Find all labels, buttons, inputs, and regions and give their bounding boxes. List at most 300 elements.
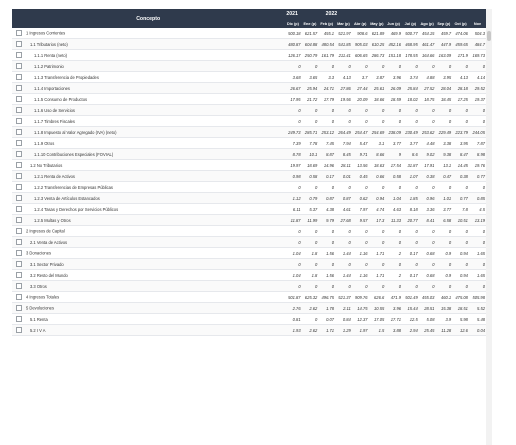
value-cell: 4.48 xyxy=(419,138,436,149)
value-cell: 0 xyxy=(335,237,352,248)
concept-cell xyxy=(12,50,284,61)
value-cell: 0 xyxy=(402,226,419,237)
value-cell: 4.13 xyxy=(335,72,352,83)
row-checkbox[interactable] xyxy=(16,316,22,322)
value-cell: 459.7 xyxy=(435,28,452,39)
value-cell: 0 xyxy=(352,259,369,270)
value-cell: 0 xyxy=(435,281,452,292)
value-cell: 211.41 xyxy=(335,50,352,61)
value-cell: 0 xyxy=(369,281,386,292)
value-cell: 25.84 xyxy=(402,83,419,94)
value-cell: 0 xyxy=(419,105,436,116)
table-row[interactable] xyxy=(12,248,486,259)
value-cell: 19.97 xyxy=(284,160,301,171)
year-2022-header[interactable]: 2022 xyxy=(302,9,486,19)
value-cell: 27.86 xyxy=(335,83,352,94)
value-cell: 27.52 xyxy=(419,83,436,94)
value-cell: 25.45 xyxy=(419,325,436,336)
row-checkbox[interactable] xyxy=(16,140,22,146)
value-cell: 3.95 xyxy=(435,72,452,83)
table-row[interactable] xyxy=(12,270,486,281)
value-cell: 1.97 xyxy=(352,325,369,336)
value-cell: 6.11 xyxy=(284,204,301,215)
month-column-header[interactable]: Mar (p) xyxy=(335,19,352,28)
month-column-header[interactable]: Abr (p) xyxy=(352,19,369,28)
value-cell: 31.87 xyxy=(402,160,419,171)
value-cell: 0 xyxy=(402,237,419,248)
value-cell: 0.68 xyxy=(419,270,436,281)
value-cell: 0 xyxy=(452,182,469,193)
table-row[interactable] xyxy=(12,149,486,160)
table-header xyxy=(12,9,486,28)
value-cell: 20.77 xyxy=(402,215,419,226)
value-cell: 0 xyxy=(402,61,419,72)
value-cell: 0 xyxy=(452,237,469,248)
value-cell: 541.85 xyxy=(335,39,352,50)
value-cell: 0 xyxy=(469,281,486,292)
value-cell: 1.07 xyxy=(402,171,419,182)
table-row[interactable] xyxy=(12,116,486,127)
value-cell: 6.58 xyxy=(435,215,452,226)
table-row[interactable] xyxy=(12,325,486,336)
row-checkbox[interactable] xyxy=(16,52,22,58)
concept-cell xyxy=(12,281,284,292)
value-cell: 0 xyxy=(435,226,452,237)
value-cell: 0.79 xyxy=(302,193,319,204)
value-cell: 0 xyxy=(335,61,352,72)
value-cell: 0 xyxy=(352,281,369,292)
concept-cell xyxy=(12,292,284,303)
month-column-header[interactable]: Ago (p) xyxy=(419,19,436,28)
table-row[interactable] xyxy=(12,303,486,314)
table-row[interactable] xyxy=(12,171,486,182)
value-cell: 496.75 xyxy=(318,292,335,303)
value-cell: 0 xyxy=(302,226,319,237)
value-cell: 501.49 xyxy=(402,292,419,303)
value-cell: 27.68 xyxy=(335,215,352,226)
table-row[interactable] xyxy=(12,39,486,50)
value-cell: 4.61 xyxy=(335,204,352,215)
value-cell: 13.56 xyxy=(352,160,369,171)
value-cell: 3.96 xyxy=(385,72,402,83)
row-checkbox[interactable] xyxy=(16,250,22,256)
value-cell: 471.9 xyxy=(385,292,402,303)
table-row[interactable] xyxy=(12,94,486,105)
value-cell: 0 xyxy=(369,237,386,248)
row-checkbox[interactable] xyxy=(16,217,22,223)
concept-label: 1.2.1 Renta de Activos xyxy=(34,173,75,179)
value-cell: 244.05 xyxy=(469,127,486,138)
value-cell: 8.6 xyxy=(402,149,419,160)
value-cell: 8.18 xyxy=(402,204,419,215)
value-cell: 8.66 xyxy=(369,149,386,160)
value-cell: 455.1 xyxy=(318,28,335,39)
value-cell: 0 xyxy=(284,182,301,193)
value-cell: 7.8 xyxy=(452,204,469,215)
row-checkbox[interactable] xyxy=(16,272,22,278)
concept-column-header[interactable]: Concepto xyxy=(12,9,284,28)
value-cell: 505.98 xyxy=(469,292,486,303)
value-cell: 0 xyxy=(352,237,369,248)
value-cell: 164.66 xyxy=(419,50,436,61)
value-cell: 11.99 xyxy=(302,215,319,226)
value-cell: 0 xyxy=(318,105,335,116)
table-row[interactable] xyxy=(12,72,486,83)
row-checkbox[interactable] xyxy=(16,63,22,69)
value-cell: 0 xyxy=(419,116,436,127)
row-checkbox[interactable] xyxy=(16,184,22,190)
value-cell: 0 xyxy=(318,237,335,248)
month-column-header[interactable]: Sep (p) xyxy=(435,19,452,28)
value-cell: 0 xyxy=(284,116,301,127)
concept-cell xyxy=(12,314,284,325)
value-cell: 5.37 xyxy=(302,204,319,215)
value-cell: 0 xyxy=(352,116,369,127)
value-cell: 3.9 xyxy=(435,314,452,325)
value-cell: 14.45 xyxy=(452,160,469,171)
value-cell: 4.74 xyxy=(369,204,386,215)
value-cell: 0 xyxy=(302,259,319,270)
value-cell: 0.66 xyxy=(369,171,386,182)
value-cell: 0 xyxy=(419,281,436,292)
concept-cell xyxy=(12,72,284,83)
value-cell: 171.9 xyxy=(452,50,469,61)
row-checkbox[interactable] xyxy=(16,30,22,36)
concept-cell xyxy=(12,28,284,39)
value-cell: 455.03 xyxy=(419,292,436,303)
concept-label: 5.2 I V A xyxy=(30,327,46,333)
value-cell: 0 xyxy=(284,226,301,237)
value-cell: 0 xyxy=(435,259,452,270)
value-cell: 9.38 xyxy=(435,149,452,160)
value-cell: 0 xyxy=(469,226,486,237)
concept-label: 5.1 Renta xyxy=(30,316,48,322)
value-cell: 0 xyxy=(402,182,419,193)
value-cell: 10.51 xyxy=(452,215,469,226)
month-column-header[interactable]: Oct (p) xyxy=(452,19,469,28)
row-checkbox[interactable] xyxy=(16,294,22,300)
value-cell: 521.37 xyxy=(335,292,352,303)
value-cell: 11.33 xyxy=(385,215,402,226)
value-cell: 254.47 xyxy=(352,127,369,138)
value-cell: 0 xyxy=(302,237,319,248)
concept-label: 1.2.3 Venta de Artículos Estancados xyxy=(34,195,100,201)
value-cell: 0.94 xyxy=(369,193,386,204)
table-row[interactable] xyxy=(12,50,486,61)
month-column-header[interactable]: Dic (p) xyxy=(284,19,301,28)
value-cell: 0.17 xyxy=(402,248,419,259)
concept-label: 1.1.7 Timbres Fiscales xyxy=(34,118,75,124)
value-cell: 1.12 xyxy=(284,193,301,204)
table-row[interactable] xyxy=(12,193,486,204)
value-cell: 10.1 xyxy=(302,149,319,160)
row-checkbox[interactable] xyxy=(16,327,22,333)
year-2021-header[interactable]: 2021 xyxy=(284,9,301,19)
value-cell: 0 xyxy=(335,105,352,116)
value-cell: 460.1 xyxy=(435,292,452,303)
value-cell: 0.04 xyxy=(469,325,486,336)
table-row[interactable] xyxy=(12,314,486,325)
table-row[interactable] xyxy=(12,138,486,149)
concept-label: 1.2.2 Transferencias de Empresas Públicas xyxy=(34,184,113,190)
value-cell: 0 xyxy=(452,226,469,237)
row-checkbox[interactable] xyxy=(16,206,22,212)
month-column-header[interactable]: Jun (p) xyxy=(385,19,402,28)
value-cell: 1.65 xyxy=(469,248,486,259)
value-cell: 0 xyxy=(419,61,436,72)
value-cell: 521.97 xyxy=(335,28,352,39)
table-row[interactable] xyxy=(12,105,486,116)
concept-cell xyxy=(12,160,284,171)
value-cell: 0 xyxy=(318,116,335,127)
value-cell: 0.98 xyxy=(284,171,301,182)
value-cell: 0.85 xyxy=(469,193,486,204)
value-cell: 0 xyxy=(369,61,386,72)
row-checkbox[interactable] xyxy=(16,107,22,113)
value-cell: 126.17 xyxy=(284,50,301,61)
value-cell: 0 xyxy=(302,182,319,193)
value-cell: 238.09 xyxy=(385,127,402,138)
vertical-scrollbar[interactable] xyxy=(486,9,492,445)
value-cell: 1.71 xyxy=(369,270,386,281)
concept-cell xyxy=(12,94,284,105)
value-cell: 7.39 xyxy=(284,138,301,149)
value-cell: 15.44 xyxy=(402,303,419,314)
value-cell: 249.73 xyxy=(284,127,301,138)
value-cell: 1.04 xyxy=(385,193,402,204)
table-row[interactable] xyxy=(12,28,486,39)
value-cell: 4.5 xyxy=(469,204,486,215)
value-cell: 1.85 xyxy=(402,193,419,204)
value-cell: 11.28 xyxy=(435,325,452,336)
table-row[interactable] xyxy=(12,160,486,171)
value-cell: 7.97 xyxy=(352,204,369,215)
concept-label: 1.1.4 Importaciones xyxy=(34,85,70,91)
month-column-header[interactable]: Feb (p) xyxy=(318,19,335,28)
row-checkbox[interactable] xyxy=(16,305,22,311)
row-checkbox[interactable] xyxy=(16,74,22,80)
value-cell: 8.98 xyxy=(469,149,486,160)
value-cell: 253.62 xyxy=(419,127,436,138)
scrollbar-thumb[interactable] xyxy=(487,31,491,41)
value-cell: 0 xyxy=(369,226,386,237)
concept-label: 3.1 Sector Privado xyxy=(30,261,64,267)
value-cell: 500.18 xyxy=(284,28,301,39)
concept-cell xyxy=(12,116,284,127)
value-cell: 0 xyxy=(284,237,301,248)
concept-cell xyxy=(12,149,284,160)
concept-label: 1.1 Tributarios (neto) xyxy=(30,41,68,47)
concept-cell xyxy=(12,248,284,259)
value-cell: 1.8 xyxy=(302,270,319,281)
value-cell: 0 xyxy=(335,182,352,193)
row-checkbox[interactable] xyxy=(16,195,22,201)
value-cell: 1.56 xyxy=(318,270,335,281)
value-cell: 0.77 xyxy=(452,193,469,204)
value-cell: 2.11 xyxy=(335,303,352,314)
value-cell: 459.65 xyxy=(452,39,469,50)
value-cell: 1.44 xyxy=(335,248,352,259)
month-column-header[interactable]: Ene (p) xyxy=(302,19,319,28)
value-cell: 19.37 xyxy=(469,94,486,105)
row-checkbox[interactable] xyxy=(16,151,22,157)
value-cell: 13.19 xyxy=(469,215,486,226)
value-cell: 4.14 xyxy=(469,72,486,83)
concept-cell xyxy=(12,303,284,314)
value-cell: 3.96 xyxy=(385,303,402,314)
value-cell: 0 xyxy=(419,226,436,237)
value-cell: 621.57 xyxy=(302,28,319,39)
value-cell: 12.5 xyxy=(402,314,419,325)
value-cell: 0 xyxy=(352,226,369,237)
concept-label: 1.1.2 Patrimonio xyxy=(34,63,64,69)
table-row[interactable] xyxy=(12,61,486,72)
value-cell: 10.55 xyxy=(369,303,386,314)
concept-cell xyxy=(12,259,284,270)
value-cell: 0.01 xyxy=(335,171,352,182)
table-row[interactable] xyxy=(12,83,486,94)
concept-label: 1.1.8 Impuesto al Valor Agregado (IVA) (neto) xyxy=(34,129,117,135)
table-row[interactable] xyxy=(12,237,486,248)
row-checkbox[interactable] xyxy=(16,162,22,168)
value-cell: 0.81 xyxy=(284,314,301,325)
value-cell: 24.71 xyxy=(318,83,335,94)
concept-label: 2 Ingresos de Capital xyxy=(26,228,65,234)
value-cell: 0 xyxy=(419,182,436,193)
value-cell: 3.36 xyxy=(419,204,436,215)
value-cell: 1.04 xyxy=(284,270,301,281)
value-cell: 475.08 xyxy=(452,292,469,303)
value-cell: 1.71 xyxy=(369,248,386,259)
value-cell: 0.62 xyxy=(352,193,369,204)
value-cell: 468.95 xyxy=(402,39,419,50)
value-cell: 17.79 xyxy=(318,94,335,105)
value-cell: 0.9 xyxy=(435,270,452,281)
table-row[interactable] xyxy=(12,292,486,303)
table-row[interactable] xyxy=(12,226,486,237)
value-cell: 7.87 xyxy=(469,138,486,149)
value-cell: 1.78 xyxy=(318,303,335,314)
value-cell: 0.17 xyxy=(318,171,335,182)
table-row[interactable] xyxy=(12,281,486,292)
row-checkbox[interactable] xyxy=(16,41,22,47)
table-row[interactable] xyxy=(12,259,486,270)
value-cell: 264.49 xyxy=(335,127,352,138)
value-cell: 2.62 xyxy=(302,325,319,336)
value-cell: 1.8 xyxy=(302,248,319,259)
value-cell: 0 xyxy=(435,237,452,248)
value-cell: 28.04 xyxy=(435,83,452,94)
value-cell: 4.63 xyxy=(385,204,402,215)
concept-cell xyxy=(12,127,284,138)
concept-label: 3 Donaciones xyxy=(26,250,52,256)
row-checkbox[interactable] xyxy=(16,261,22,267)
concept-cell xyxy=(12,270,284,281)
concept-cell xyxy=(12,61,284,72)
table-row[interactable] xyxy=(12,127,486,138)
value-cell: 286.73 xyxy=(369,50,386,61)
value-cell: 0.9 xyxy=(435,248,452,259)
value-cell: 3.74 xyxy=(402,72,419,83)
value-cell: 5.47 xyxy=(352,138,369,149)
value-cell: 7.94 xyxy=(335,138,352,149)
value-cell: 0.96 xyxy=(419,193,436,204)
value-cell: 254.69 xyxy=(369,127,386,138)
month-column-header[interactable]: Jul (p) xyxy=(402,19,419,28)
value-cell: 3.77 xyxy=(385,138,402,149)
value-cell: 0 xyxy=(402,281,419,292)
value-cell: 15.38 xyxy=(435,303,452,314)
concept-label: 1.2 No Tributarios xyxy=(30,162,63,168)
value-cell: 2.76 xyxy=(284,303,301,314)
value-cell: 17.91 xyxy=(419,160,436,171)
value-cell: 0 xyxy=(385,61,402,72)
value-cell: 0 xyxy=(369,182,386,193)
value-cell: 5.98 xyxy=(452,314,469,325)
value-cell: 253.12 xyxy=(318,127,335,138)
value-cell: 20.09 xyxy=(352,94,369,105)
value-cell: 500.77 xyxy=(402,28,419,39)
table-row[interactable] xyxy=(12,182,486,193)
table-row[interactable] xyxy=(12,204,486,215)
value-cell: 3.1 xyxy=(369,138,386,149)
value-cell: 447.9 xyxy=(435,39,452,50)
value-cell: 17.3 xyxy=(369,215,386,226)
value-cell: 0 xyxy=(302,61,319,72)
value-cell: 3.77 xyxy=(402,138,419,149)
value-cell: 17.54 xyxy=(385,160,402,171)
table-row[interactable] xyxy=(12,215,486,226)
value-cell: 452.16 xyxy=(385,39,402,50)
row-checkbox[interactable] xyxy=(16,239,22,245)
row-checkbox[interactable] xyxy=(16,228,22,234)
value-cell: 0.94 xyxy=(452,270,469,281)
value-cell: 0 xyxy=(352,105,369,116)
value-cell: 908.6 xyxy=(352,28,369,39)
value-cell: 1.5 xyxy=(369,325,386,336)
value-cell: 3.7 xyxy=(352,72,369,83)
value-cell: 0 xyxy=(419,259,436,270)
row-checkbox[interactable] xyxy=(16,96,22,102)
value-cell: 4.88 xyxy=(419,72,436,83)
value-cell: 0 xyxy=(452,61,469,72)
row-checkbox[interactable] xyxy=(16,85,22,91)
value-cell: 3.65 xyxy=(302,72,319,83)
value-cell: 18.63 xyxy=(369,160,386,171)
value-cell: 21.72 xyxy=(302,94,319,105)
value-cell: 161.79 xyxy=(318,50,335,61)
value-cell: 0.38 xyxy=(452,171,469,182)
row-checkbox[interactable] xyxy=(16,173,22,179)
row-checkbox[interactable] xyxy=(16,118,22,124)
value-cell: 0 xyxy=(435,116,452,127)
month-column-header[interactable]: Nov xyxy=(469,19,486,28)
value-cell: 625.32 xyxy=(302,292,319,303)
value-cell: 484.7 xyxy=(469,39,486,50)
value-cell: 0 xyxy=(284,61,301,72)
row-checkbox[interactable] xyxy=(16,283,22,289)
value-cell: 5.08 xyxy=(419,314,436,325)
row-checkbox[interactable] xyxy=(16,129,22,135)
value-cell: 1.71 xyxy=(318,325,335,336)
value-cell: 8.47 xyxy=(452,149,469,160)
month-column-header[interactable]: May (p) xyxy=(369,19,386,28)
concept-cell xyxy=(12,39,284,50)
value-cell: 229.49 xyxy=(435,127,452,138)
value-cell: 909.76 xyxy=(352,292,369,303)
value-cell: 501.87 xyxy=(284,292,301,303)
value-cell: 8.87 xyxy=(318,149,335,160)
